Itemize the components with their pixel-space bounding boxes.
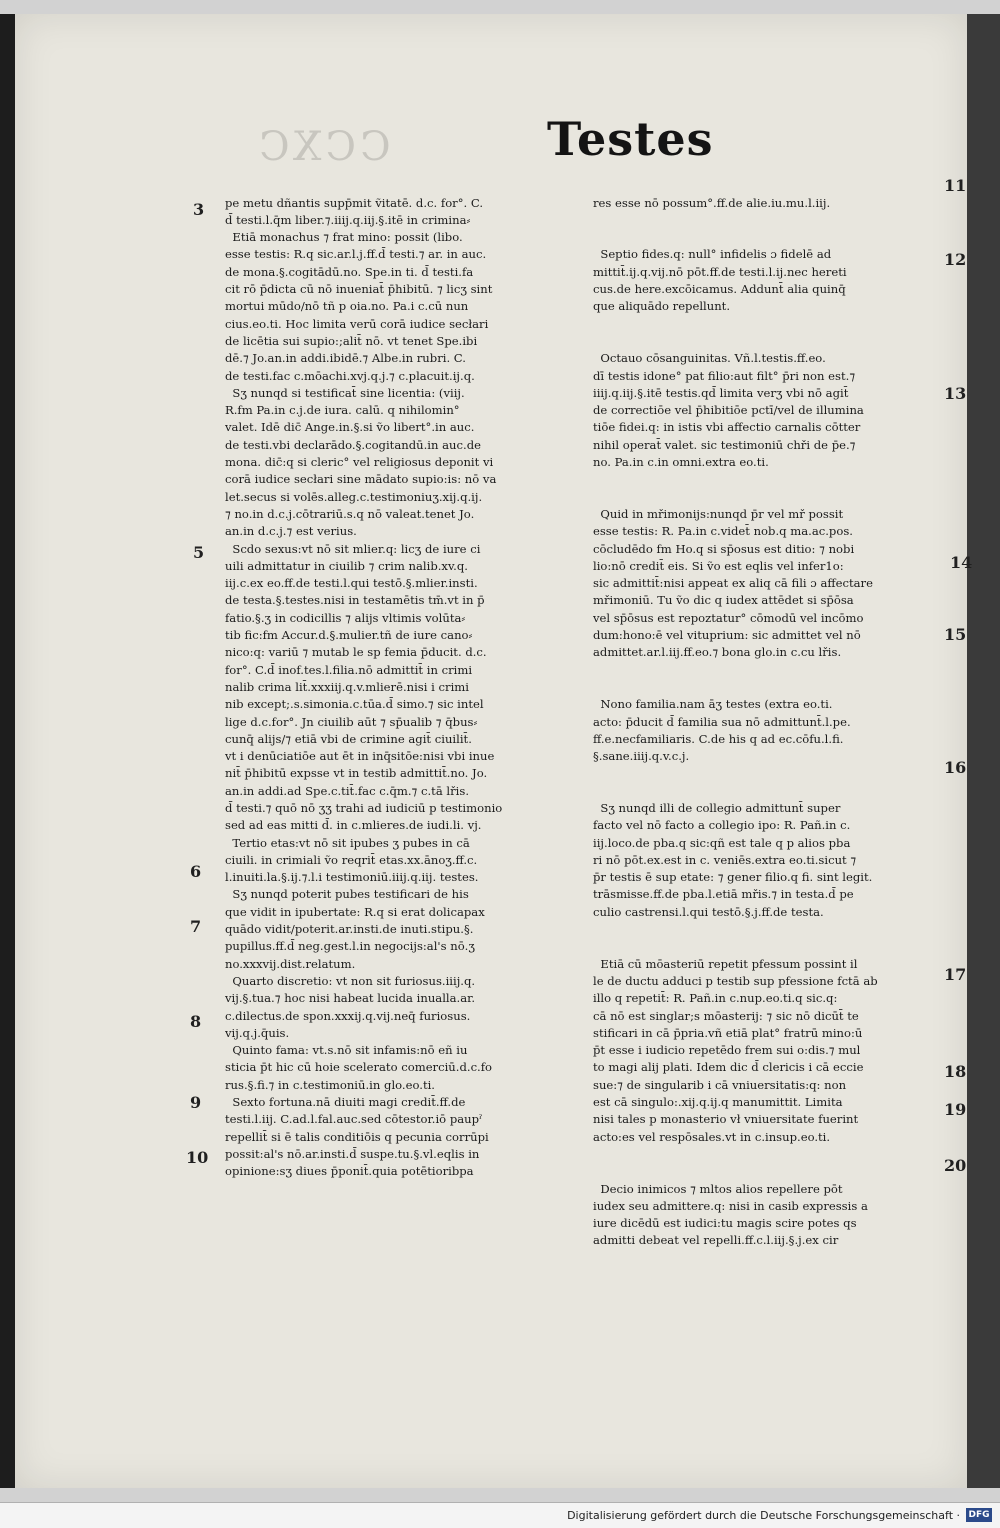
- margin-number: 3: [193, 200, 205, 219]
- right-paragraph: res esse nō possum°.ff.de alie.iu.mu.l.iij.: [593, 195, 831, 210]
- right-text-column: [593, 160, 943, 1250]
- page-edge-left: [0, 14, 15, 1488]
- right-paragraph: Quid in mřimonijs:nunqd p̄r vel mř possit esse testis: R. Pa.in c.videt̄ nob.q ma.ac.pos. cōcludēdo fm Ho.q si sp̄osus est ditio: ⁊ nobi lio:nō credit̄ eis. Si ṽo est eqlis vel infer1o: sic admittit̄:nisi appeat ex aliq cā fili ɔ affectare mřimoniū. Tu ṽo dic q iudex attēdet si sp̄ōsa vel sp̄ōsus est repoztatur° cōmodū vel incōmo dum:hono:ē vel vituprium: sic admittet vel nō admittet.ar.l.iij.ff.eo.⁊ bona glo.in c.cu lřis.: [593, 506, 873, 660]
- running-head: Testes: [547, 112, 714, 166]
- left-text-column: [225, 160, 575, 1250]
- margin-number: 8: [190, 1012, 202, 1031]
- margin-number: 6: [190, 862, 202, 881]
- margin-number: 19: [944, 1100, 967, 1119]
- margin-number: 5: [193, 543, 205, 562]
- margin-number: 13: [944, 384, 967, 403]
- folio-show-through: CCXC: [255, 124, 391, 170]
- right-paragraph: Octauo cōsanguinitas. Vñ.l.testis.ff.eo. dī testis idone° pat filio:aut filt° p̄ri non est.⁊ iiij.q.iij.§.itē testis.qd̄ limita verʒ vbi nō agit̄ de correctiōe vel p̄hibitiōe pctī/vel de illumina tiōe fidei.q: in istis vbi affectio carnalis cōtter nihil operat̄ valet. sic testimoniū chři de p̄e.⁊ no. Pa.in c.in omni.extra eo.ti.: [593, 351, 864, 470]
- margin-number: 10: [186, 1148, 209, 1167]
- dfg-logo-icon[interactable]: DFG: [966, 1508, 992, 1522]
- margin-number: 15: [944, 625, 967, 644]
- right-paragraph: Etiā cū mōasteriū repetit pfessum possint il le de ductu adduci p testib sup pfessione fctā ab illo q repetit̄: R. Pañ.in c.nup.eo.ti.q sic.q: cā nō est singlar;s mōasterij: ⁊ sic nō dicūt̄ te stificari in cā p̄pria.vñ etiā plat° fratrū mino:ū p̄t esse i iudicio repetēdo frem sui o:dis.⁊ mul to magi alij plati. Idem dic d̄ clericis i cā eccie sue:⁊ de singularib i cā vniuersitatis:q: non est cā singulo:.xij.q.ij.q manumittit. Limita nisi tales p monasterio vł vniuersitate fuerint acto:es vel respōsales.vt in c.insup.eo.ti.: [593, 956, 878, 1144]
- footer-bar: [0, 1502, 1000, 1528]
- margin-number: 20: [944, 1156, 967, 1175]
- margin-number: 11: [944, 176, 967, 195]
- page-edge-right: [967, 14, 1000, 1488]
- funding-notice: Digitalisierung gefördert durch die Deutsche Forschungsgemeinschaft ·: [567, 1509, 960, 1522]
- margin-number: 12: [944, 250, 967, 269]
- margin-number: 14: [950, 553, 973, 572]
- margin-number: 16: [944, 758, 967, 777]
- right-paragraph: Sʒ nunqd illi de collegio admittunt̄ super facto vel nō facto a collegio ipo: R. Pañ.in c. iij.loco.de pba.q sic:qñ est tale q p alios pba ri nō pōt.ex.est in c. veniēs.extra eo.ti.sicut ⁊ p̄r testis ē sup etate: ⁊ gener filio.q fi. sint legit. trāsmisse.ff.de pba.l.etiā mřis.⁊ in testa.d̄ pe culio castrensi.l.qui testō.§.j.ff.de testa.: [593, 800, 873, 919]
- margin-number: 9: [190, 1093, 202, 1112]
- left-column-text: pe metu dñantis supp̄mit ṽitatē. d.c. for°. C. d̄ testi.l.q̄m liber.⁊.iiij.q.iij.§.itē in crimina⸗ Etiā monachus ⁊ frat mino: possit (libo. esse testis: R.q sic.ar.l.j.ff.d̄ testi.⁊ ar. in auc. de mona.§.cogitādū.no. Spe.in ti. d̄ testi.fa cit rō p̄dicta cū nō inueniat̄ p̄hibitū. ⁊ licʒ sint mortui mūdo/nō tñ p oia.no. Pa.i c.cū nun cius.eo.ti. Hoc limita verū corā iudice secłari de licētia sui supio:;alit̄ nō. vt tenet Spe.ibi dē.⁊ Jo.an.in addi.ibidē.⁊ Albe.in rubri. C. de testi.fac c.mōachi.xvj.q.j.⁊ c.placuit.ij.q. Sʒ nunqd si testificat̄ sine licentia: (viij. R.fm Pa.in c.j.de iura. calū. q nihilomin° valet. Idē dic̄ Ange.in.§.si ṽo libert°.in auc. de testi.vbi declarādo.§.cogitandū.in auc.de mona. dic̄:q si cleric° vel religiosus deponit vi corā iudice secłari sine mādato supio:is: nō va let.secus si volēs.alleg.c.testimoniuʒ.xij.q.ij. ⁊ no.in d.c.j.cōtrariū.s.q nō valeat.tenet Jo. an.in d.c.j.⁊ est verius. Scdo sexus:vt nō sit mlier.q: licʒ de iure ci uili admittatur in ciuilib ⁊ crim nalib.xv.q. iij.c.ex eo.ff.de testi.l.qui testō.§.mlier.insti. de testa.§.testes.nisi in testamētis tm̄.vt in p̄ fatio.§.ʒ in codicillis ⁊ alijs vltimis volūta⸗ tib fic:fm Accur.d.§.mulier.tñ de iure cano⸗ nico:q: variū ⁊ mutab le sp femia p̄ducit. d.c. for°. C.d̄ inof.tes.l.filia.nō admittit̄ in crimi nalib crima lit̄.xxxiij.q.v.mlierē.nisi i crimi nib except;.s.simonia.c.tūa.d̄ simo.⁊ sic intel lige d.c.for°. Jn ciuilib aūt ⁊ sp̄ualib ⁊ q̄bus⸗ cunq̄ alijs/⁊ etiā vbi de crimine agit̄ ciuilit̄. vt i denūciatiōe aut ēt in inq̄sitōe:nisi vbi inue nit̄ p̄hibitū expsse vt in testib admittit̄.no. Jo. an.in addi.ad Spe.c.tit̄.fac c.q̄m.⁊ c.tā lřis. d̄ testi.⁊ quō nō ʒʒ trahi ad iudiciū p testimonio sed ad eas mitti d̄. in c.mlieres.de iudi.li. vj. Tertio etas:vt nō sit ipubes ʒ pubes in cā ciuili. in crimiali ṽo reqrit̄ etas.xx.ānoʒ.ff.c. l.inuiti.la.§.ij.⁊.l.i testimoniū.iiij.q.iij. testes. Sʒ nunqd poterit pubes testificari de his que vidit in ipubertate: R.q si erat dolicapax quādo vidit/poterit.ar.insti.de inuti.stipu.§. pupillus.ff.d̄ neg.gest.l.in negocijs:al's nō.ʒ no.xxxvij.dist.relatum. Quarto discretio: vt non sit furiosus.iiij.q. vij.§.tua.⁊ hoc nisi habeat lucida inualla.ar. c.dilectus.de spon.xxxij.q.vij.neq̄ furiosus. vij.q.j.q̄uis. Quinto fama: vt.s.nō sit infamis:nō eñ iu sticia p̄t hic cū hoie scelerato comerciū.d.c.fo rus.§.fi.⁊ in c.testimoniū.in glo.eo.ti. Sexto fortuna.nā diuiti magi credit̄.ff.de testi.l.iij. C.ad.l.fal.auc.sed cōtestor.iō paupˀ repellit̄ si ē talis conditiōis q pecunia corrūpi possit:al's nō.ar.insti.d̄ suspe.tu.§.vl.eqlis in opinione:sʒ diues p̄ponit̄.quia potētioribpa: [225, 195, 503, 1179]
- margin-number: 7: [190, 917, 202, 936]
- right-paragraph: Decio inimicos ⁊ mltos alios repellere pōt iudex seu admittere.q: nisi in casib expressis a iure dicēdū est iudici:tu magis scire potes qs admitti debeat vel repelli.ff.c.l.iij.§.j.ex cir: [593, 1181, 868, 1248]
- margin-number: 18: [944, 1062, 967, 1081]
- margin-number: 17: [944, 965, 967, 984]
- right-paragraph: Nono familia.nam āʒ testes (extra eo.ti. acto: p̄ducit d̄ familia sua nō admittunt̄.l.pe. ff.e.necfamiliaris. C.de his q ad ec.cōfu.l.fi. §.sane.iiij.q.v.c.j.: [593, 697, 851, 764]
- right-paragraph: Septio fides.q: null° infidelis ɔ fidelē ad mittit̄.ij.q.vij.nō pōt.ff.de testi.l.ij.nec hereti cus.de here.excōicamus. Addunt̄ alia quinq̄ que aliquādo repellunt.: [593, 247, 847, 314]
